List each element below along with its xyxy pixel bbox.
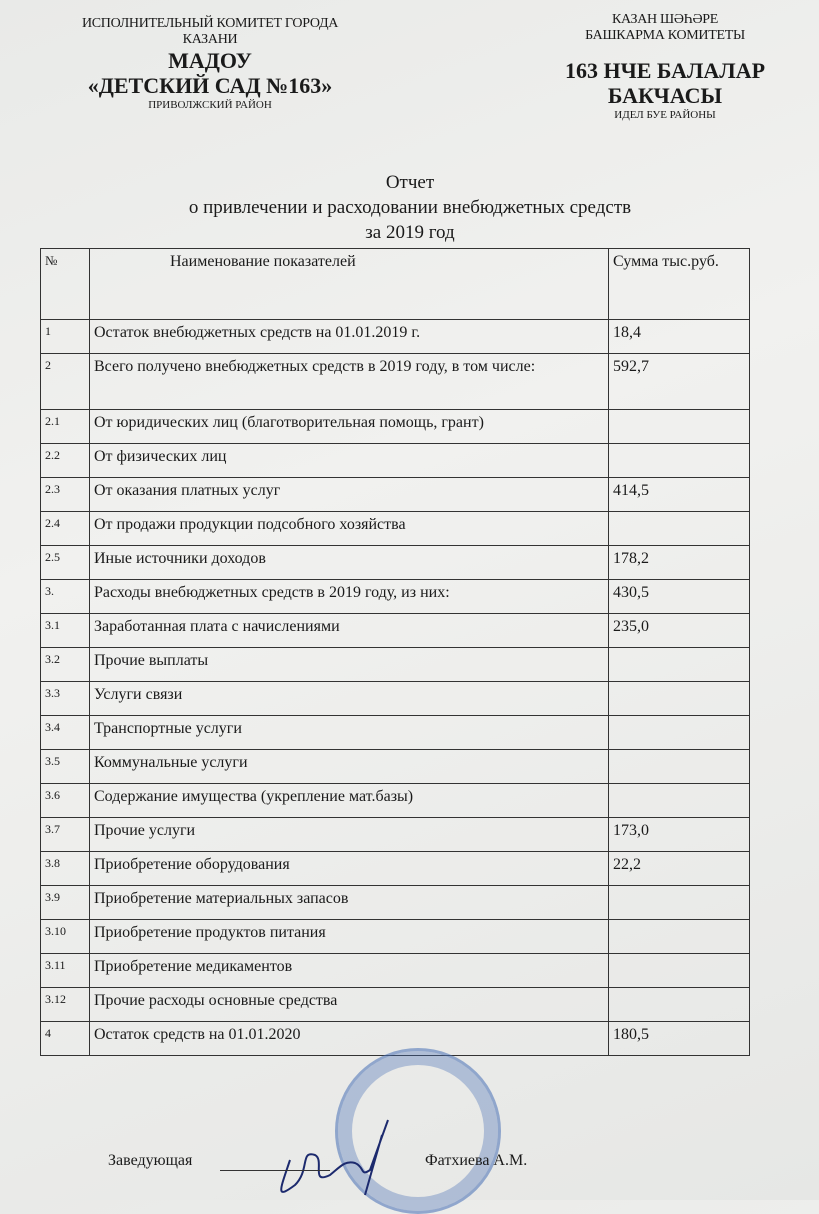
- header-left: [40, 16, 380, 111]
- row-sum: [609, 886, 750, 920]
- header-line: КАЗАН ШӘҺӘРЕ: [611, 12, 718, 27]
- signer-position: Заведующая: [108, 1152, 193, 1169]
- row-sum: 592,7: [609, 354, 750, 410]
- row-name: Прочие выплаты: [90, 648, 609, 682]
- row-number: 3.8: [41, 852, 90, 886]
- row-sum: [609, 988, 750, 1022]
- row-number: 3.7: [41, 818, 90, 852]
- row-name: Приобретение оборудования: [90, 852, 609, 886]
- signature-line: [220, 1170, 330, 1171]
- table-row: [41, 444, 750, 478]
- report-table: [40, 248, 750, 1056]
- row-number: 3.6: [41, 784, 90, 818]
- org-name: МАДОУ: [168, 48, 252, 74]
- row-name: Всего получено внебюджетных средств в 2019 году, в том числе:: [90, 354, 609, 410]
- row-number: 3.2: [41, 648, 90, 682]
- header-line: ИСПОЛНИТЕЛЬНЫЙ КОМИТЕТ ГОРОДА: [81, 16, 339, 31]
- row-name: Содержание имущества (укрепление мат.базы): [90, 784, 609, 818]
- row-name: От продажи продукции подсобного хозяйства: [90, 512, 609, 546]
- org-name: 163 НЧЕ БАЛАЛАР: [564, 58, 766, 84]
- header-line: КАЗАНИ: [182, 32, 238, 48]
- title-line: о привлечении и расходовании внебюджетных средств: [188, 197, 632, 218]
- row-number: 3.12: [41, 988, 90, 1022]
- signature: [270, 1115, 400, 1200]
- col-header-name: Наименование показателей: [90, 249, 609, 320]
- table-row: [41, 988, 750, 1022]
- table-row: [41, 954, 750, 988]
- org-name: БАКЧАСЫ: [607, 83, 723, 109]
- row-number: 2: [41, 354, 90, 410]
- row-sum: [609, 750, 750, 784]
- row-name: Заработанная плата с начислениями: [90, 614, 609, 648]
- table-row: [41, 784, 750, 818]
- table-row: [41, 614, 750, 648]
- row-number: 2.1: [41, 410, 90, 444]
- row-number: 3.10: [41, 920, 90, 954]
- table-row: [41, 478, 750, 512]
- row-name: Остаток средств на 01.01.2020: [90, 1022, 609, 1056]
- row-name: Прочие услуги: [90, 818, 609, 852]
- table-row: [41, 648, 750, 682]
- row-number: 3.9: [41, 886, 90, 920]
- table-row: [41, 354, 750, 410]
- row-sum: [609, 682, 750, 716]
- row-name: Приобретение продуктов питания: [90, 920, 609, 954]
- report-title: [150, 170, 670, 245]
- table-row: [41, 852, 750, 886]
- row-name: От физических лиц: [90, 444, 609, 478]
- table-row: [41, 750, 750, 784]
- title-line: за 2019 год: [365, 222, 455, 243]
- row-name: Прочие расходы основные средства: [90, 988, 609, 1022]
- table-row: [41, 920, 750, 954]
- row-number: 3.4: [41, 716, 90, 750]
- row-sum: [609, 410, 750, 444]
- row-name: От юридических лиц (благотворительная помощь, грант): [90, 410, 609, 444]
- row-number: 2.5: [41, 546, 90, 580]
- row-number: 2.2: [41, 444, 90, 478]
- header-right: [540, 12, 790, 121]
- table-row: [41, 512, 750, 546]
- row-sum: 18,4: [609, 320, 750, 354]
- table-row: [41, 716, 750, 750]
- district: ПРИВОЛЖСКИЙ РАЙОН: [148, 98, 272, 111]
- row-sum: [609, 444, 750, 478]
- row-name: Иные источники доходов: [90, 546, 609, 580]
- table-row: [41, 410, 750, 444]
- row-sum: [609, 648, 750, 682]
- row-sum: [609, 512, 750, 546]
- row-sum: [609, 920, 750, 954]
- col-header-sum: Сумма тыс.руб.: [609, 249, 750, 320]
- row-number: 3.11: [41, 954, 90, 988]
- row-sum: 430,5: [609, 580, 750, 614]
- row-number: 3.3: [41, 682, 90, 716]
- row-name: Приобретение материальных запасов: [90, 886, 609, 920]
- row-name: Коммунальные услуги: [90, 750, 609, 784]
- row-number: 4: [41, 1022, 90, 1056]
- row-sum: 235,0: [609, 614, 750, 648]
- table-row: [41, 682, 750, 716]
- signer-name: Фатхиева А.М.: [425, 1152, 528, 1169]
- table-row: [41, 818, 750, 852]
- row-name: Расходы внебюджетных средств в 2019 году, из них:: [90, 580, 609, 614]
- row-sum: [609, 716, 750, 750]
- row-sum: [609, 784, 750, 818]
- row-name: Приобретение медикаментов: [90, 954, 609, 988]
- row-name: Услуги связи: [90, 682, 609, 716]
- table-row: [41, 546, 750, 580]
- table-row: [41, 320, 750, 354]
- table-row: [41, 580, 750, 614]
- row-number: 3.5: [41, 750, 90, 784]
- title-line: Отчет: [385, 172, 435, 193]
- row-number: 2.3: [41, 478, 90, 512]
- row-name: От оказания платных услуг: [90, 478, 609, 512]
- row-sum: 22,2: [609, 852, 750, 886]
- row-name: Транспортные услуги: [90, 716, 609, 750]
- row-name: Остаток внебюджетных средств на 01.01.2019 г.: [90, 320, 609, 354]
- org-name: «ДЕТСКИЙ САД №163»: [87, 73, 333, 99]
- row-sum: 178,2: [609, 546, 750, 580]
- row-number: 2.4: [41, 512, 90, 546]
- row-sum: 414,5: [609, 478, 750, 512]
- district: ИДЕЛ БУЕ РАЙОНЫ: [614, 108, 716, 121]
- row-number: 3.1: [41, 614, 90, 648]
- row-sum: 180,5: [609, 1022, 750, 1056]
- row-sum: [609, 954, 750, 988]
- col-header-num: №: [41, 249, 90, 320]
- row-sum: 173,0: [609, 818, 750, 852]
- row-number: 1: [41, 320, 90, 354]
- table-row: [41, 886, 750, 920]
- row-number: 3.: [41, 580, 90, 614]
- header-line: БАШКАРМА КОМИТЕТЫ: [585, 28, 745, 44]
